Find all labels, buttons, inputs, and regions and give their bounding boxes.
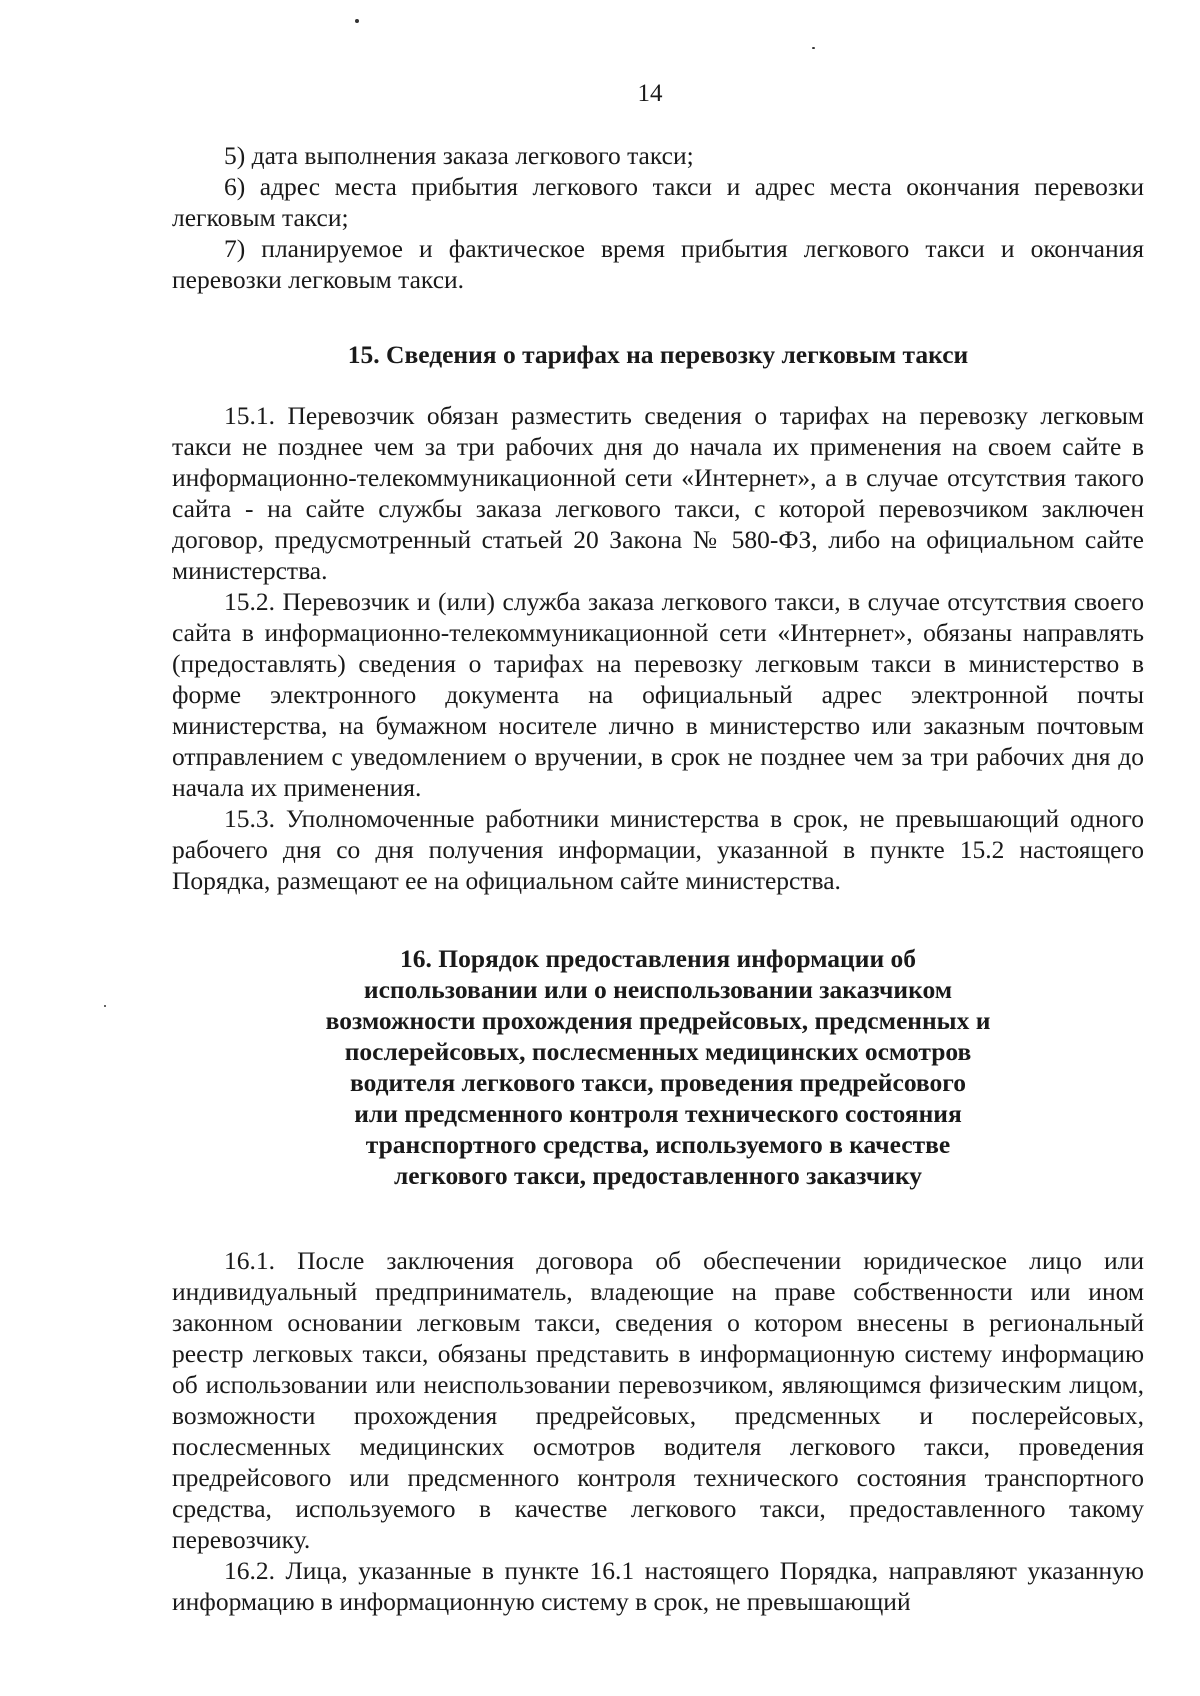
list-item: 7) планируемое и фактическое время прибытия легкового такси и окончания перевозки легковым такси.: [172, 234, 1144, 294]
paragraph-15-2: 15.2. Перевозчик и (или) служба заказа легкового такси, в случае отсутствия своего сайта в информационно-телекоммуникационной сети «Интернет», обязаны направлять (предоставлять) сведения о тарифах на перевозку легковым такси в министерство в форме электронного документа на официальный адрес электронной почты министерства, на бумажном носителе лично в министерство или заказным почтовым отправлением с уведомлением о вручении, в срок не позднее чем за три рабочих дня до начала их применения.: [172, 587, 1144, 802]
heading-line: или предсменного контроля технического состояния: [354, 1099, 962, 1128]
list-item: 6) адрес места прибытия легкового такси и адрес места окончания перевозки легковым такси;: [172, 172, 1144, 232]
heading-line: легкового такси, предоставленного заказчику: [393, 1161, 923, 1190]
heading-line: возможности прохождения предрейсовых, предсменных и: [325, 1006, 991, 1035]
heading-line: 16. Порядок предоставления информации об: [399, 944, 917, 973]
heading-line: использовании или о неиспользовании заказчиком: [363, 975, 953, 1004]
section-16-heading: [172, 943, 1144, 1191]
section-16-body: [172, 1245, 1144, 1617]
list-block: [172, 140, 1144, 295]
paragraph-15-1: 15.1. Перевозчик обязан разместить сведения о тарифах на перевозку легковым такси не позднее чем за три рабочих дня до начала их применения на своем сайте в информационно-телекоммуникационной сети «Интернет», а в случае отсутствия такого сайта - на сайте службы заказа легкового такси, с которой перевозчиком заключен договор, предусмотренный статьей 20 Закона № 580-ФЗ, либо на официальном сайте министерства.: [172, 401, 1144, 585]
heading-line: послерейсовых, послесменных медицинских осмотров: [344, 1037, 972, 1066]
heading-line: водителя легкового такси, проведения предрейсового: [350, 1068, 966, 1097]
scan-speck: [104, 1005, 106, 1007]
heading-line: транспортного средства, используемого в качестве: [365, 1130, 951, 1159]
section-15-body: [172, 400, 1144, 896]
list-item: 5) дата выполнения заказа легкового такси;: [224, 141, 694, 170]
scan-speck: [355, 19, 359, 23]
section-15-heading: 15. Сведения о тарифах на перевозку легковым такси: [347, 340, 969, 369]
paragraph-16-1: 16.1. После заключения договора об обеспечении юридическое лицо или индивидуальный предприниматель, владеющие на праве собственности или ином законном основании легковым такси, сведения о котором внесены в региональный реестр легковых такси, обязаны представить в информационную систему информацию об использовании или неиспользовании перевозчиком, являющимся физическим лицом, возможности прохождения предрейсовых, предсменных и послерейсовых, послесменных медицинских осмотров водителя легкового такси, проведения предрейсового или предсменного контроля технического состояния транспортного средства, используемого в качестве легкового такси, предоставленного такому перевозчику.: [172, 1246, 1144, 1554]
page-number: 14: [637, 80, 663, 107]
scan-speck: [812, 47, 815, 49]
paragraph-16-2: 16.2. Лица, указанные в пункте 16.1 настоящего Порядка, направляют указанную информацию в информационную систему в срок, не превышающий: [172, 1556, 1144, 1616]
paragraph-15-3: 15.3. Уполномоченные работники министерства в срок, не превышающий одного рабочего дня со дня получения информации, указанной в пункте 15.2 настоящего Порядка, размещают ее на официальном сайте министерства.: [172, 804, 1144, 895]
